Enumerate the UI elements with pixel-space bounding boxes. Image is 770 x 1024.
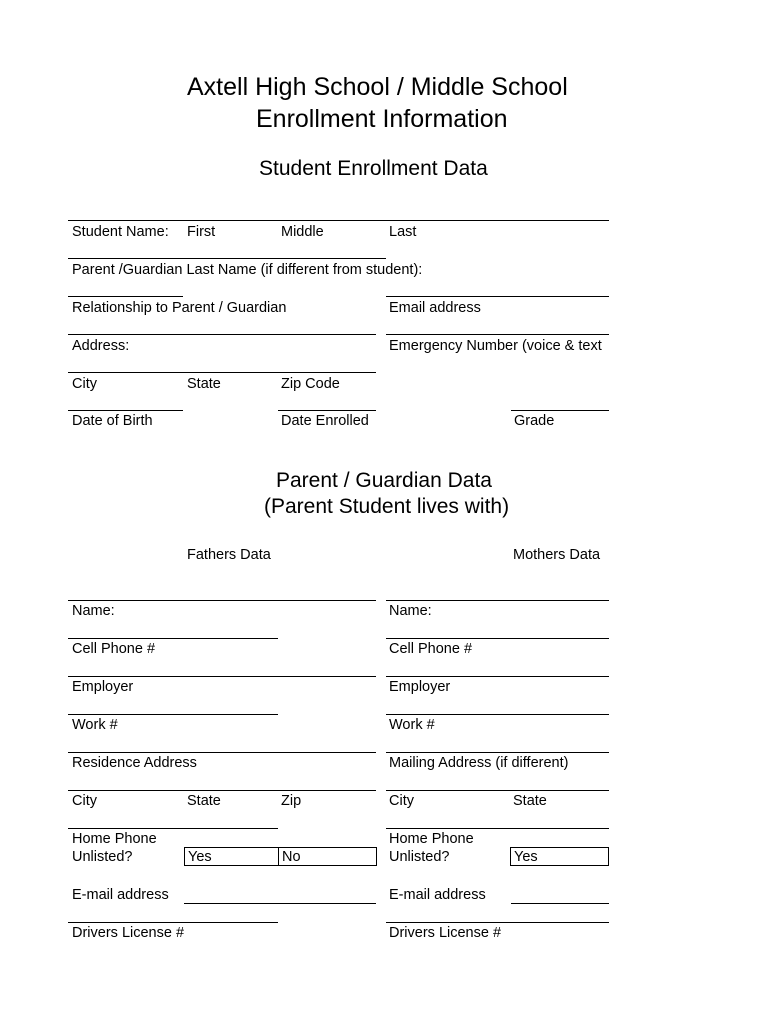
mother-unlisted-label: Unlisted? [389, 849, 450, 865]
mother-cell-label: Cell Phone # [389, 641, 473, 657]
father-unlisted-label: Unlisted? [72, 849, 133, 865]
father-unlisted-yes-box[interactable] [184, 847, 279, 866]
parent-section-subtitle: (Parent Student lives with) [264, 495, 510, 518]
form-title-line1: Axtell High School / Middle School [187, 73, 568, 101]
father-city-line[interactable] [68, 790, 376, 791]
father-work-label: Work # [72, 717, 118, 733]
address-label: Address: [72, 338, 130, 354]
father-name-line[interactable] [68, 600, 376, 601]
mother-work-label: Work # [389, 717, 435, 733]
date-enrolled-line[interactable] [278, 410, 376, 411]
mother-drivers-license-label: Drivers License # [389, 925, 502, 941]
mother-unlisted-yes-box[interactable] [510, 847, 609, 866]
zip-code-label: Zip Code [281, 376, 340, 392]
father-city-label: City [72, 793, 97, 809]
mother-employer-line[interactable] [386, 676, 609, 677]
father-employer-line[interactable] [68, 676, 376, 677]
father-cell-line[interactable] [68, 638, 278, 639]
city-state-zip-line[interactable] [68, 372, 376, 373]
mother-name-line[interactable] [386, 600, 609, 601]
father-unlisted-no-box[interactable] [278, 847, 377, 866]
mother-email-line[interactable] [511, 903, 609, 904]
father-email-label: E-mail address [72, 887, 169, 903]
address-line[interactable] [68, 334, 376, 335]
date-enrolled-label: Date Enrolled [281, 413, 369, 429]
mother-state-label: State [513, 793, 547, 809]
email-label: Email address [389, 300, 481, 316]
form-title-line2: Enrollment Information [256, 105, 508, 133]
fathers-data-heading: Fathers Data [187, 547, 271, 563]
student-section-title: Student Enrollment Data [259, 157, 488, 180]
last-name-label: Last [389, 224, 417, 240]
mother-employer-label: Employer [389, 679, 451, 695]
father-state-label: State [187, 793, 221, 809]
mother-city-line[interactable] [386, 790, 609, 791]
residence-address-label: Residence Address [72, 755, 197, 771]
mother-work-line[interactable] [386, 714, 609, 715]
father-cell-label: Cell Phone # [72, 641, 156, 657]
father-license-line[interactable] [68, 922, 278, 923]
email-line[interactable] [386, 296, 609, 297]
parent-section-title: Parent / Guardian Data [276, 469, 492, 492]
first-name-label: First [187, 224, 216, 240]
mother-license-line[interactable] [386, 922, 609, 923]
grade-label: Grade [514, 413, 555, 429]
father-home-phone-line[interactable] [68, 828, 278, 829]
mother-home-phone-line[interactable] [386, 828, 609, 829]
father-work-line[interactable] [68, 714, 278, 715]
student-name-label: Student Name: [72, 224, 169, 240]
relationship-line[interactable] [68, 296, 183, 297]
dob-line[interactable] [68, 410, 183, 411]
father-employer-label: Employer [72, 679, 134, 695]
state-label: State [187, 376, 221, 392]
parent-last-name-label: Parent /Guardian Last Name (if different from student): [72, 262, 423, 278]
father-residence-line[interactable] [68, 752, 376, 753]
grade-line[interactable] [511, 410, 609, 411]
emergency-number-label: Emergency Number (voice & text [389, 339, 602, 354]
father-email-line[interactable] [184, 903, 376, 904]
emergency-line[interactable] [386, 334, 609, 335]
mother-name-label: Name: [389, 603, 432, 619]
dob-label: Date of Birth [72, 413, 153, 429]
father-drivers-license-label: Drivers License # [72, 925, 185, 941]
mailing-address-label: Mailing Address (if different) [389, 755, 569, 771]
mother-unlisted-yes-label: Yes [514, 849, 538, 865]
student-name-line[interactable] [68, 220, 609, 221]
father-unlisted-yes-label: Yes [188, 849, 212, 865]
mother-email-label: E-mail address [389, 887, 486, 903]
middle-name-label: Middle [281, 224, 324, 240]
father-zip-label: Zip [281, 793, 302, 809]
father-home-phone-label: Home Phone [72, 831, 157, 847]
city-label: City [72, 376, 97, 392]
mother-city-label: City [389, 793, 414, 809]
parent-last-name-line[interactable] [68, 258, 386, 259]
mother-home-phone-label: Home Phone [389, 831, 474, 847]
mothers-data-heading: Mothers Data [513, 547, 601, 563]
father-name-label: Name: [72, 603, 115, 619]
relationship-label: Relationship to Parent / Guardian [72, 300, 287, 316]
father-unlisted-no-label: No [282, 849, 301, 865]
mother-mailing-line[interactable] [386, 752, 609, 753]
mother-cell-line[interactable] [386, 638, 609, 639]
